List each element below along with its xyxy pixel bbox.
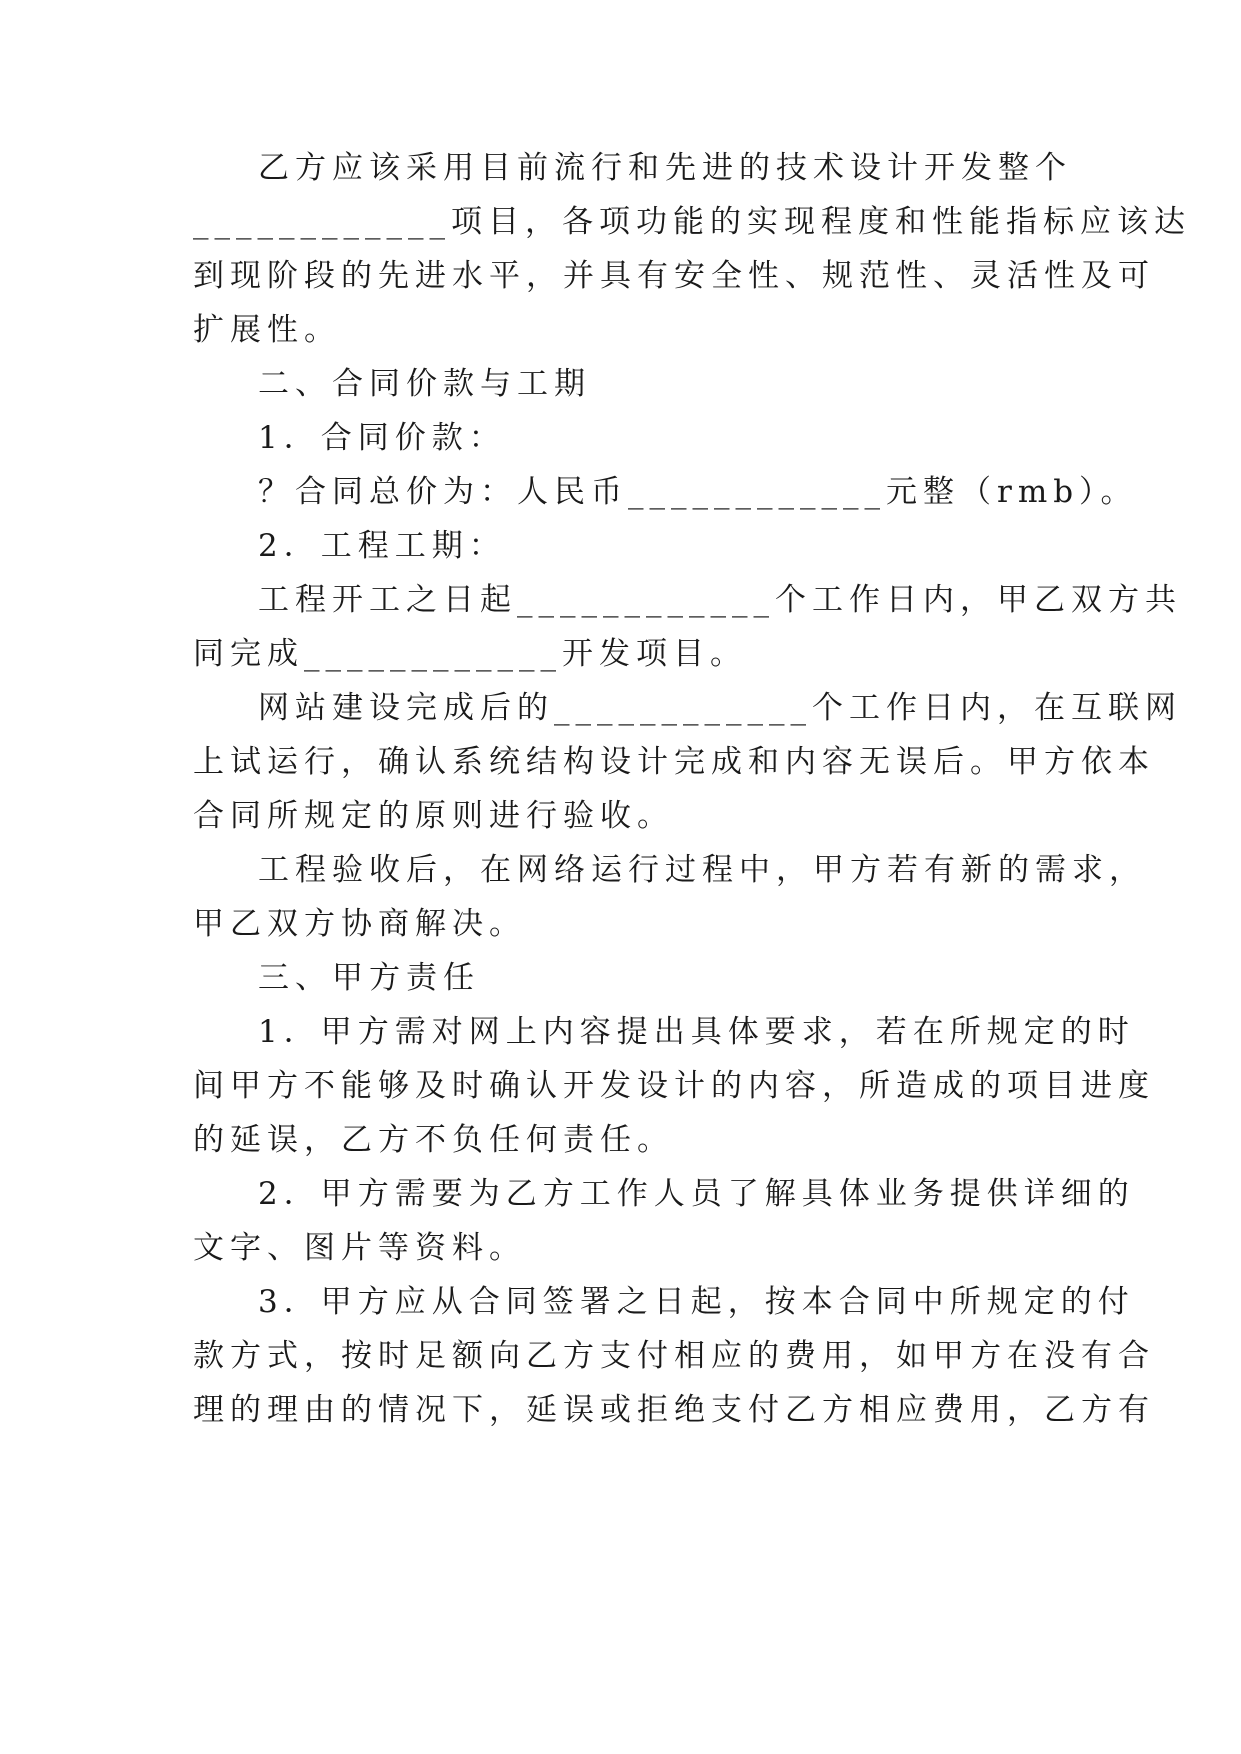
section-heading: 二、合同价款与工期 — [258, 366, 591, 402]
text-line: 上试运行，确认系统结构设计完成和内容无误后。甲方依本 — [193, 744, 1155, 780]
text-line: 理的理由的情况下，延误或拒绝支付乙方相应费用，乙方有 — [193, 1392, 1155, 1428]
text-line: 工程验收后，在网络运行过程中，甲方若有新的需求， — [258, 852, 1146, 888]
section-heading: 三、甲方责任 — [258, 960, 480, 996]
text-line: ____________项目，各项功能的实现程度和性能指标应该达 — [193, 204, 1191, 240]
text-line: 甲乙双方协商解决。 — [193, 906, 526, 942]
text-line: 扩展性。 — [193, 312, 341, 348]
text-line: 款方式，按时足额向乙方支付相应的费用，如甲方在没有合 — [193, 1338, 1155, 1374]
text-line: 1．甲方需对网上内容提出具体要求，若在所规定的时 — [258, 1014, 1135, 1050]
text-line: ？合同总价为：人民币____________元整（rmb）。 — [258, 474, 1138, 510]
text-line: 2．工程工期： — [258, 528, 506, 564]
text-line: 合同所规定的原则进行验收。 — [193, 798, 674, 834]
text-line: 到现阶段的先进水平，并具有安全性、规范性、灵活性及可 — [193, 258, 1155, 294]
text-line: 同完成____________开发项目。 — [193, 636, 747, 672]
text-line: 3．甲方应从合同签署之日起，按本合同中所规定的付 — [258, 1284, 1135, 1320]
text-line: 网站建设完成后的____________个工作日内，在互联网 — [258, 690, 1182, 726]
text-line: 2．甲方需要为乙方工作人员了解具体业务提供详细的 — [258, 1176, 1135, 1212]
text-line: 工程开工之日起____________个工作日内，甲乙双方共 — [258, 582, 1182, 618]
text-line: 的延误，乙方不负任何责任。 — [193, 1122, 674, 1158]
text-line: 乙方应该采用目前流行和先进的技术设计开发整个 — [258, 150, 1072, 186]
text-line: 1．合同价款： — [258, 420, 506, 456]
text-line: 文字、图片等资料。 — [193, 1230, 526, 1266]
text-line: 间甲方不能够及时确认开发设计的内容，所造成的项目进度 — [193, 1068, 1155, 1104]
